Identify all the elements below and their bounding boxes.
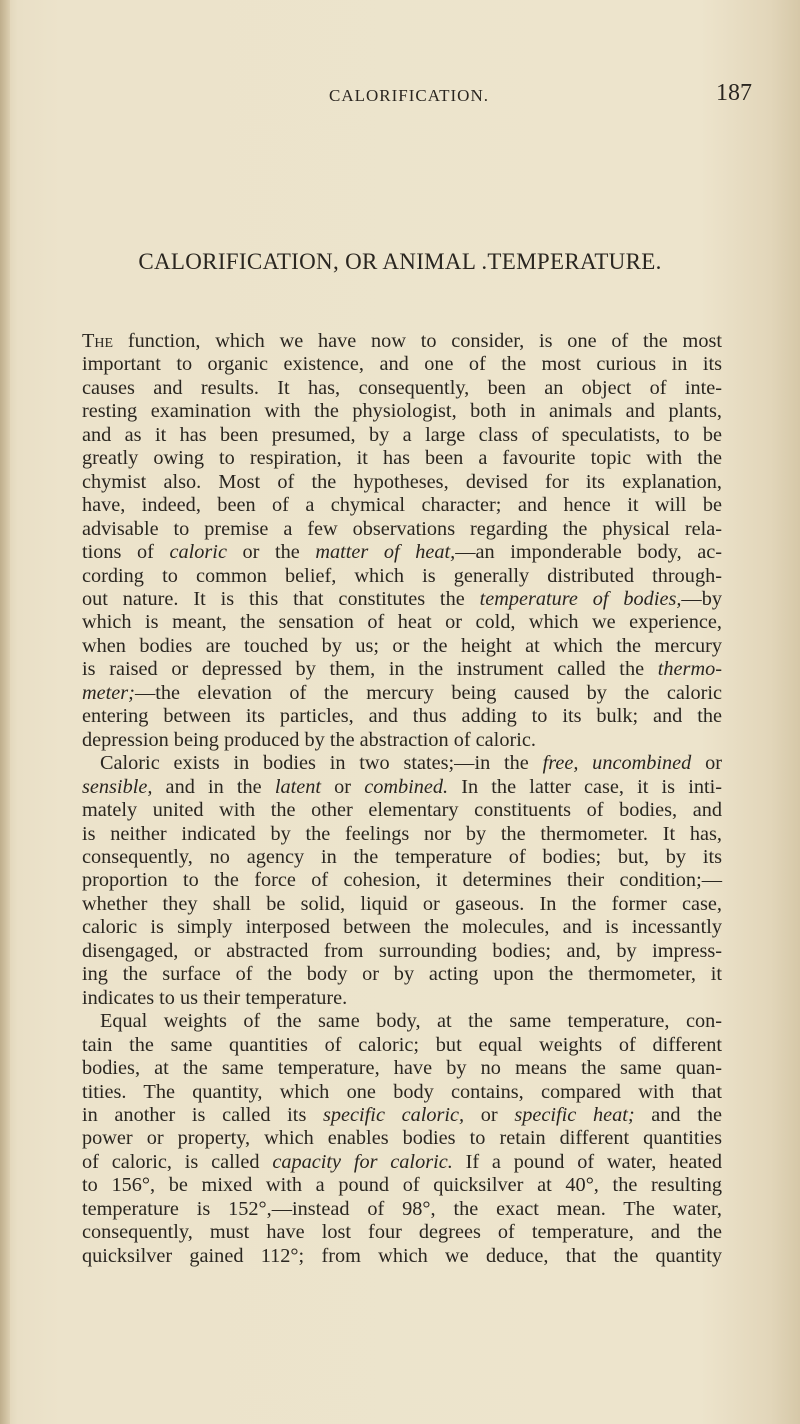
text-line	[82, 963, 722, 986]
text-line	[82, 471, 722, 494]
text-line	[82, 1198, 722, 1221]
text-run: consequently, must have lost four degrees of temperature, and the	[82, 1221, 722, 1244]
text-run: chymist also. Most of the hypotheses, devised for its explanation,	[82, 470, 722, 493]
text-run: entering between its particles, and thus adding to its bulk; and the	[82, 705, 722, 728]
italic-term: matter of heat,	[315, 541, 456, 564]
text-line	[82, 1245, 722, 1268]
text-run: Caloric exists in bodies in two states;—in the	[100, 752, 543, 775]
italic-term: specific caloric,	[323, 1103, 465, 1126]
text-run: when bodies are touched by us; or the height at which the mercury	[82, 634, 722, 657]
text-run: —the elevation of the mercury being caused by the caloric	[134, 681, 722, 704]
italic-term: combined.	[364, 775, 449, 798]
italic-term: meter;	[82, 681, 135, 704]
text-run: cording to common belief, which is generally distributed through-	[82, 564, 722, 587]
text-line	[82, 1151, 722, 1174]
text-run: In the latter case, it is inti-	[448, 775, 723, 798]
text-line	[82, 1174, 722, 1197]
text-line	[82, 494, 722, 517]
text-run: —by	[681, 587, 722, 610]
text-line	[82, 377, 722, 400]
page-number: 187	[716, 80, 752, 106]
text-line	[82, 518, 722, 541]
paragraph	[82, 330, 722, 752]
text-line	[82, 658, 722, 681]
paragraph	[82, 1010, 722, 1268]
small-caps-word: The	[82, 330, 114, 352]
text-run: is neither indicated by the feelings nor by the thermometer. It has,	[82, 822, 722, 845]
text-line	[82, 846, 722, 869]
text-run: If a pound of water, heated	[452, 1150, 722, 1173]
text-line	[82, 565, 722, 588]
text-line	[82, 588, 722, 611]
text-line	[82, 705, 722, 728]
paragraph	[82, 752, 722, 1010]
text-line	[82, 729, 722, 752]
text-run: or	[464, 1103, 515, 1126]
text-run: out nature. It is this that constitutes the	[82, 587, 480, 610]
text-line	[82, 611, 722, 634]
italic-term: free, uncombined	[542, 752, 692, 775]
page-gutter-shadow	[0, 0, 10, 1424]
text-run: mately united with the other elementary constituents of bodies, and	[82, 799, 722, 822]
text-run: tain the same quantities of caloric; but equal weights of different	[82, 1033, 722, 1056]
text-line	[82, 752, 722, 775]
text-run: ing the surface of the body or by acting upon the thermometer, it	[82, 963, 722, 986]
text-run: in another is called its	[82, 1103, 323, 1126]
text-run: whether they shall be solid, liquid or gaseous. In the former case,	[82, 892, 722, 915]
text-line	[82, 869, 722, 892]
text-line	[82, 1221, 722, 1244]
text-run: —an imponderable body, ac-	[455, 541, 722, 564]
italic-term: sensible,	[82, 775, 153, 798]
text-line	[82, 1057, 722, 1080]
text-line	[82, 799, 722, 822]
running-title: CALORIFICATION.	[329, 86, 489, 105]
text-run: indicates to us their temperature.	[82, 986, 348, 1009]
text-run: and the	[634, 1103, 723, 1126]
text-run: and in the	[152, 775, 275, 798]
text-line	[82, 1081, 722, 1104]
text-run: greatly owing to respiration, it has been a favourite topic with the	[82, 447, 722, 470]
text-run: depression being produced by the abstraction of caloric.	[82, 728, 536, 751]
text-line	[82, 400, 722, 423]
text-run: Equal weights of the same body, at the same temperature, con-	[100, 1010, 722, 1033]
italic-term: thermo-	[657, 658, 722, 681]
text-line	[82, 823, 722, 846]
italic-term: temperature of bodies,	[479, 587, 682, 610]
text-run: function, which we have now to consider, is one of the most	[113, 330, 722, 352]
text-run: causes and results. It has, consequently, been an object of inte-	[82, 376, 722, 399]
text-run: and as it has been presumed, by a large class of speculatists, to be	[82, 423, 722, 446]
text-line	[82, 940, 722, 963]
text-run: advisable to premise a few observations regarding the physical rela-	[82, 517, 722, 540]
text-run: is raised or depressed by them, in the instrument called the	[82, 658, 658, 681]
text-run: important to organic existence, and one of the most curious in its	[82, 353, 722, 376]
text-line	[82, 1127, 722, 1150]
text-run: temperature is 152°,—instead of 98°, the exact mean. The water,	[82, 1197, 722, 1220]
text-line	[82, 1034, 722, 1057]
text-line	[82, 1104, 722, 1127]
text-run: caloric is simply interposed between the molecules, and is incessantly	[82, 916, 722, 939]
text-line	[82, 541, 722, 564]
text-line	[82, 635, 722, 658]
italic-term: caloric	[169, 541, 227, 564]
text-line	[82, 916, 722, 939]
text-run: have, indeed, been of a chymical character; and hence it will be	[82, 494, 722, 517]
text-run: bodies, at the same temperature, have by no means the same quan-	[82, 1057, 722, 1080]
text-run: resting examination with the physiologist, both in animals and plants,	[82, 400, 722, 423]
text-line	[82, 682, 722, 705]
text-run: power or property, which enables bodies to retain different quantities	[82, 1127, 722, 1150]
text-run: proportion to the force of cohesion, it determines their condition;—	[82, 869, 722, 892]
text-run: or	[321, 775, 365, 798]
text-line	[82, 447, 722, 470]
text-run: tities. The quantity, which one body contains, compared with that	[82, 1080, 722, 1103]
text-run: of caloric, is called	[82, 1150, 273, 1173]
text-line	[82, 330, 722, 353]
text-line	[82, 987, 722, 1010]
text-run: or the	[226, 541, 316, 564]
text-run: or	[691, 752, 722, 775]
text-line	[82, 893, 722, 916]
text-run: to 156°, be mixed with a pound of quicksilver at 40°, the resulting	[82, 1174, 722, 1197]
text-run: quicksilver gained 112°; from which we deduce, that the quantity	[82, 1244, 722, 1267]
italic-term: capacity for caloric.	[272, 1150, 453, 1173]
text-run: tions of	[82, 541, 170, 564]
chapter-title: CALORIFICATION, OR ANIMAL .TEMPERATURE.	[138, 249, 662, 274]
body-text	[82, 330, 722, 1268]
italic-term: latent	[274, 775, 322, 798]
text-line	[82, 353, 722, 376]
text-run: disengaged, or abstracted from surrounding bodies; and, by impress-	[82, 939, 722, 962]
text-line	[82, 424, 722, 447]
italic-term: specific heat;	[514, 1103, 635, 1126]
text-line	[82, 776, 722, 799]
text-run: which is meant, the sensation of heat or cold, which we experience,	[82, 611, 722, 634]
text-line	[82, 1010, 722, 1033]
text-run: consequently, no agency in the temperature of bodies; but, by its	[82, 845, 722, 868]
